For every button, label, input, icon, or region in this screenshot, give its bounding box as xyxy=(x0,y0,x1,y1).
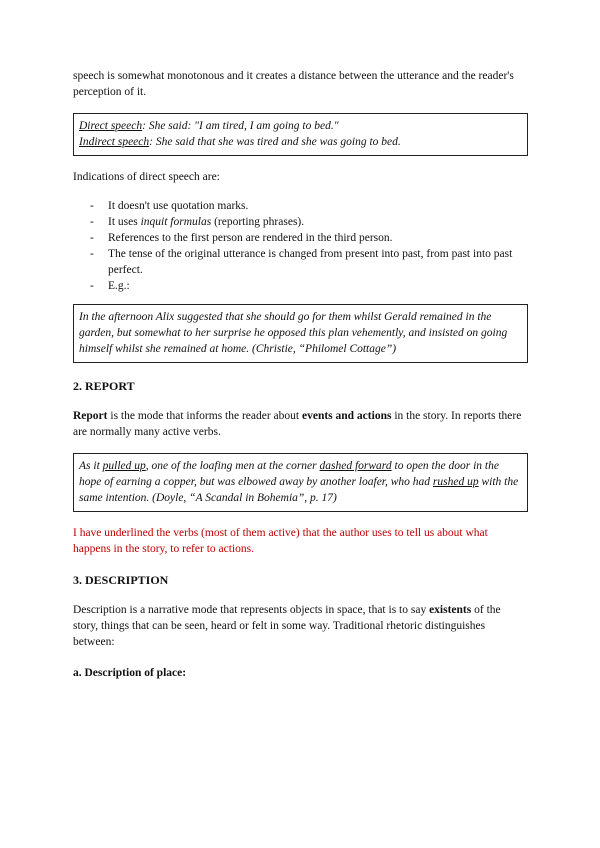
indirect-speech-label: Indirect speech xyxy=(79,136,150,148)
description-paragraph: Description is a narrative mode that represents objects in space, that is to say existents of the story, things that can be seen, heard or felt in some way. Traditional rhetoric distinguishes between: xyxy=(73,604,501,648)
indications-list xyxy=(73,198,528,294)
indirect-speech-line xyxy=(79,134,521,150)
report-heading: 2. REPORT xyxy=(73,379,135,393)
direct-speech-label: Direct speech xyxy=(79,120,143,132)
indirect-speech-text: : She said that she was tired and she was going to bed. xyxy=(149,136,401,148)
direct-speech-line xyxy=(79,118,521,134)
list-item: - E.g.: xyxy=(90,280,130,292)
indications-heading: Indications of direct speech are: xyxy=(73,171,220,183)
description-subheading: a. Description of place: xyxy=(73,667,187,679)
intro-paragraph: speech is somewhat monotonous and it creates a distance between the utterance and the reader's perception of it. xyxy=(73,70,514,98)
example-box-direct-indirect xyxy=(73,113,528,156)
list-item: - The tense of the original utterance is changed from present into past, from past into past perfect. xyxy=(90,248,513,276)
report-paragraph: Report is the mode that informs the reader about events and actions in the story. In reports there are normally many active verbs. xyxy=(73,410,522,438)
document-page xyxy=(73,68,528,681)
red-note: I have underlined the verbs (most of them active) that the author uses to tell us about what happens in the story, to refer to actions. xyxy=(73,527,488,555)
list-item: - References to the first person are rendered in the third person. xyxy=(90,232,393,244)
description-heading: 3. DESCRIPTION xyxy=(73,573,169,587)
list-item: - It doesn't use quotation marks. xyxy=(90,200,249,212)
example-box-christie: In the afternoon Alix suggested that she should go for them whilst Gerald remained in the garden, but somewhat to her surprise he opposed this plan vehemently, and insisted on going himself whilst she remained at home. (Christie, “Philomel Cottage”) xyxy=(73,304,528,363)
direct-speech-text: : She said: "I am tired, I am going to bed." xyxy=(142,120,339,132)
list-item: - It uses inquit formulas (reporting phrases). xyxy=(90,216,305,228)
example-box-doyle: As it pulled up, one of the loafing men at the corner dashed forward to open the door in the hope of earning a copper, but was elbowed away by another loafer, who had rushed up with the same intention. (Doyle, “A Scandal in Bohemia”, p. 17) xyxy=(73,453,528,512)
